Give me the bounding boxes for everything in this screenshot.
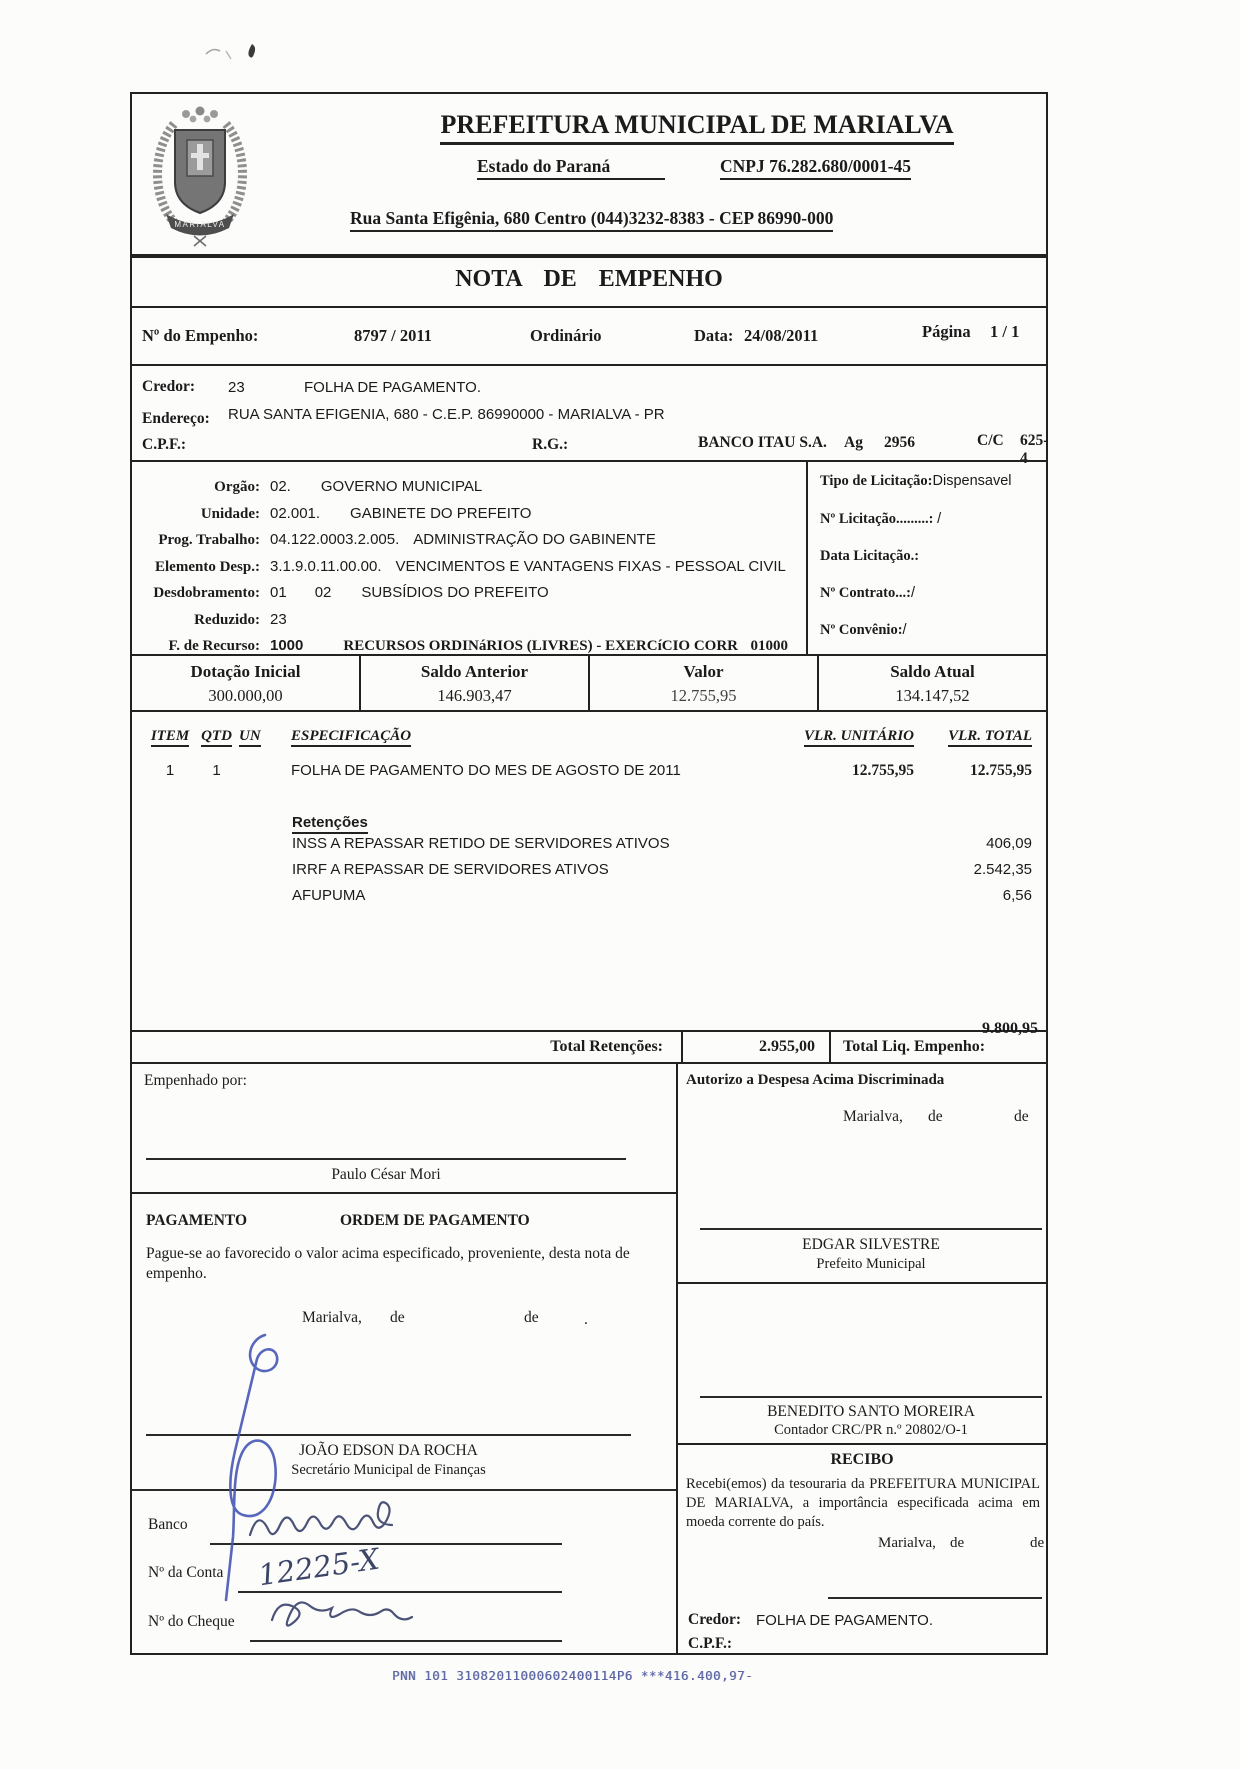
recibo-cpf-label: C.P.F.:: [688, 1635, 733, 1652]
banco-name: BANCO ITAU S.A.: [698, 434, 827, 451]
page-value: 1 / 1: [990, 322, 1020, 341]
contador-role: Contador CRC/PR n.º 20802/O-1: [774, 1422, 968, 1438]
ordem-pagamento-title: ORDEM DE PAGAMENTO: [340, 1212, 530, 1229]
col-un: UN: [239, 728, 261, 747]
budget-code: 02.001.: [270, 504, 321, 522]
budget-left: [132, 462, 808, 654]
pagamento-box: [132, 1194, 676, 1653]
items-area: [130, 710, 1048, 1032]
empenhado-label: Empenhado por:: [144, 1072, 247, 1089]
de-label: de: [524, 1309, 539, 1326]
budget-code: 02.: [270, 478, 291, 495]
total-retencoes-value: 2.955,00: [683, 1032, 831, 1062]
col-spec: ESPECIFICAÇÃO: [291, 728, 411, 747]
data-licitacao-label: Data Licitação.:: [820, 547, 920, 564]
budget-label: Desdobramento:: [153, 585, 260, 601]
num-contrato-value: /: [910, 584, 915, 601]
retencoes-label: Retenções: [292, 814, 368, 834]
balance-label: Saldo Anterior: [420, 662, 529, 681]
prefeito-signature-line: [700, 1228, 1042, 1230]
empenho-type: Ordinário: [530, 326, 602, 345]
balance-value: 134.147,52: [895, 686, 970, 705]
empenho-date-label: Data:: [694, 326, 734, 345]
credor-code: 23: [228, 379, 245, 396]
cpf-label: C.P.F.:: [142, 436, 187, 453]
col-unit: VLR. UNITÁRIO: [804, 728, 914, 747]
city-label: Marialva,: [843, 1108, 903, 1125]
page-label: Página: [922, 322, 971, 341]
prefeito-name: EDGAR SILVESTRE: [802, 1236, 940, 1253]
pagamento-text: Pague-se ao favorecido o valor acima especificado, proveniente, desta nota de empenho.: [146, 1245, 630, 1283]
left-column-divider: [132, 1489, 676, 1491]
items-header: [146, 728, 1032, 745]
total-retencoes-label: Total Retenções:: [132, 1032, 683, 1062]
banco-line: [210, 1543, 562, 1545]
pagamento-title: PAGAMENTO: [146, 1212, 248, 1229]
balance-cell: [132, 656, 359, 710]
autorizo-title: Autorizo a Despesa Acima Discriminada: [686, 1072, 945, 1088]
logo-banner-text: MARIALVA: [174, 220, 226, 229]
empenhado-box: [132, 1064, 676, 1194]
de-label: de: [1014, 1108, 1029, 1125]
budget-desc: GOVERNO MUNICIPAL: [320, 478, 483, 495]
tipo-licitacao-label: Tipo de Licitação:: [820, 473, 933, 489]
doc-title-bar: [130, 256, 1048, 308]
de-label: de: [390, 1309, 405, 1326]
empenho-row: [130, 306, 1048, 366]
budget-label: Unidade:: [200, 505, 260, 522]
balance-label: Saldo Atual: [890, 662, 975, 681]
de-label: de: [950, 1535, 965, 1551]
agencia-label: Ag: [844, 434, 863, 451]
budget-code: 01: [270, 584, 287, 601]
conta-line: [238, 1591, 562, 1593]
item-unit-value: 12.755,95: [852, 762, 914, 779]
coat-of-arms-logo: [144, 102, 256, 248]
retencao-desc: IRRF A REPASSAR DE SERVIDORES ATIVOS: [292, 861, 609, 878]
handwriting-conta: 12225-X: [256, 1541, 382, 1593]
org-title: PREFEITURA MUNICIPAL DE MARIALVA: [440, 110, 953, 145]
banco-label: Banco: [148, 1516, 188, 1533]
retencao-value: 406,09: [986, 835, 1032, 852]
org-cnpj: CNPJ 76.282.680/0001-45: [720, 156, 911, 180]
item-spec: FOLHA DE PAGAMENTO DO MES DE AGOSTO DE 2011: [291, 762, 681, 779]
recibo-text: Recebi(emos) da tesouraria da PREFEITURA MUNICIPAL DE MARIALVA, a importância especificada acima em moeda corrente do país.: [686, 1476, 1040, 1530]
budget-code: 04.122.0003.2.005.: [270, 531, 400, 548]
prefeito-role: Prefeito Municipal: [816, 1256, 926, 1272]
item-number: 1: [165, 762, 175, 779]
num-convenio-value: /: [902, 621, 907, 638]
endereco-value: RUA SANTA EFIGENIA, 680 - C.E.P. 86990000 - MARIALVA - PR: [228, 406, 665, 423]
cheque-line: [250, 1640, 562, 1642]
num-licitacao-label: Nº Licitação.........:: [820, 510, 934, 527]
totals-row: [130, 1020, 1048, 1064]
empenhado-name: Paulo César Mori: [331, 1166, 441, 1183]
city-label: Marialva,: [302, 1309, 362, 1326]
budget-desc: VENCIMENTOS E VANTAGENS FIXAS - PESSOAL CIVIL: [395, 557, 786, 575]
city-label: Marialva,: [878, 1535, 936, 1551]
cheque-label: Nº do Cheque: [148, 1613, 235, 1630]
total-liq-value: 9.800,95: [982, 1020, 1038, 1037]
lower-left-column: [132, 1064, 678, 1653]
pen-mark: [200, 38, 270, 68]
budget-label: Orgão:: [214, 479, 260, 495]
balance-value: 12.755,95: [670, 686, 737, 705]
autorizo-box: [678, 1064, 1046, 1284]
budget-desc: RECURSOS ORDINáRIOS (LIVRES) - EXERCíCIO CORR: [343, 638, 739, 654]
retencao-desc: AFUPUMA: [292, 887, 366, 904]
retencao-value: 2.542,35: [973, 861, 1032, 878]
recibo-box: [678, 1445, 1046, 1653]
recibo-credor-label: Credor:: [688, 1611, 742, 1628]
empenhado-signature-line: [146, 1158, 626, 1160]
contador-box: [678, 1284, 1046, 1445]
cc-label: C/C: [977, 432, 1004, 449]
lower-right-column: [678, 1064, 1046, 1653]
balance-value: 146.903,47: [437, 686, 512, 705]
secretario-signature-line: [146, 1434, 631, 1436]
cc-value: 625-4: [1020, 432, 1049, 467]
header-box: [130, 92, 1048, 256]
budget-desc: GABINETE DO PREFEITO: [350, 504, 532, 522]
creditor-box: [130, 364, 1049, 467]
doc-title: NOTA DE EMPENHO: [455, 266, 723, 292]
num-licitacao-value: /: [937, 510, 942, 527]
num-convenio-label: Nº Convênio:: [820, 621, 903, 638]
budget-desc: ADMINISTRAÇÃO DO GABINENTE: [413, 531, 656, 548]
agencia-value: 2956: [884, 434, 915, 451]
budget-label: Prog. Trabalho:: [158, 532, 260, 548]
item-total-value: 12.755,95: [970, 762, 1032, 779]
conta-label: Nº da Conta: [148, 1564, 224, 1581]
tipo-licitacao-value: Dispensavel: [932, 473, 1012, 489]
credor-label: Credor:: [142, 378, 196, 395]
balance-cell: [588, 656, 817, 710]
item-qtd: 1: [212, 762, 221, 779]
balance-cell: [359, 656, 588, 710]
col-item: ITEM: [151, 728, 189, 747]
col-qtd: QTD: [201, 728, 232, 747]
retencoes-block: [292, 814, 1032, 909]
balances-row: [130, 654, 1048, 712]
secretario-role: Secretário Municipal de Finanças: [291, 1462, 486, 1478]
de-label: de: [1030, 1535, 1045, 1551]
contador-name: BENEDITO SANTO MOREIRA: [767, 1403, 975, 1420]
budget-desc: SUBSÍDIOS DO PREFEITO: [361, 584, 549, 601]
de-label: de: [928, 1108, 943, 1125]
budget-extra-code: 01000: [750, 638, 788, 654]
dot-matrix-footer: PNN 101 31082011000602400114P6 ***416.400,97-: [392, 1668, 754, 1683]
budget-label: F. de Recurso:: [168, 638, 260, 654]
retencao-value: 6,56: [1002, 887, 1032, 904]
endereco-label: Endereço:: [142, 410, 210, 427]
budget-label: Reduzido:: [194, 611, 260, 628]
balance-label: Valor: [683, 662, 724, 681]
balance-label: Dotação Inicial: [190, 662, 301, 681]
secretario-name: JOÃO EDSON DA ROCHA: [299, 1442, 478, 1459]
dot-label: .: [584, 1311, 588, 1328]
recibo-signature-line: [828, 1597, 1042, 1599]
total-liq-label: Total Liq. Empenho:: [843, 1038, 986, 1055]
budget-code2: 02: [314, 584, 332, 601]
empenho-date: 24/08/2011: [744, 326, 819, 345]
budget-code: 1000: [270, 637, 304, 654]
empenho-number-label: Nº do Empenho:: [142, 326, 259, 345]
credor-name: FOLHA DE PAGAMENTO.: [304, 379, 481, 396]
num-contrato-label: Nº Contrato...:: [820, 584, 911, 601]
recibo-credor-value: FOLHA DE PAGAMENTO.: [756, 1612, 933, 1629]
budget-code: 23: [270, 610, 287, 628]
col-total: VLR. TOTAL: [948, 728, 1032, 747]
item-row: [146, 762, 1032, 780]
budget-box: [130, 460, 1048, 656]
rg-label: R.G.:: [532, 436, 569, 453]
balance-cell: [817, 656, 1046, 710]
recibo-title: RECIBO: [830, 1451, 894, 1468]
org-state: Estado do Paraná: [477, 156, 665, 180]
balance-value: 300.000,00: [208, 686, 283, 705]
org-address: Rua Santa Efigênia, 680 Centro (044)3232-8383 - CEP 86990-000: [350, 208, 833, 232]
budget-label: Elemento Desp.:: [155, 558, 260, 575]
budget-code: 3.1.9.0.11.00.00.: [270, 557, 382, 575]
licitacao-panel: [808, 462, 1046, 654]
retencao-desc: INSS A REPASSAR RETIDO DE SERVIDORES ATIVOS: [292, 835, 670, 852]
contador-signature-line: [700, 1396, 1042, 1398]
empenho-number: 8797 / 2011: [354, 326, 432, 345]
